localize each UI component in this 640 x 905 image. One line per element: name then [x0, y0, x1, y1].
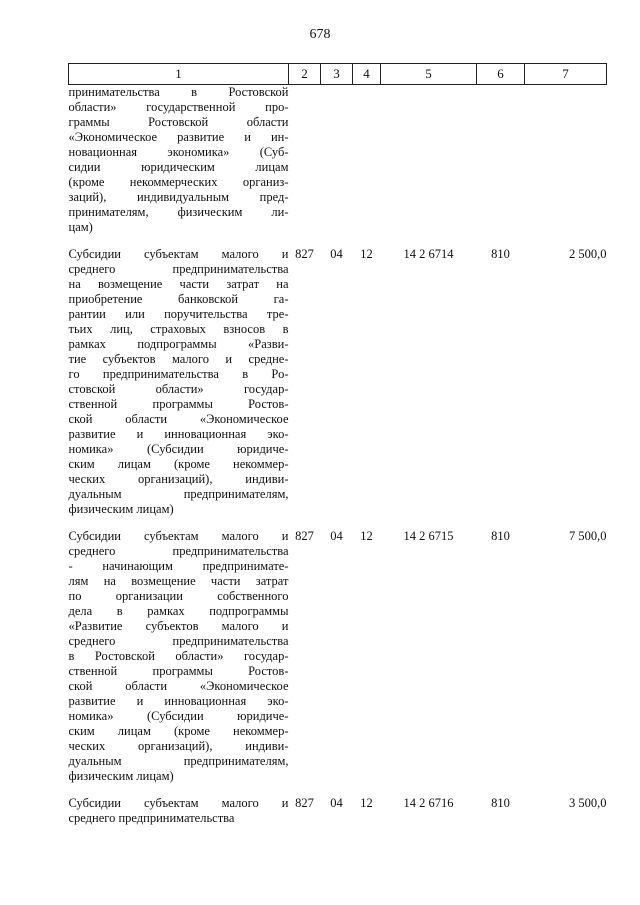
description-line: приобретение банковской га-: [68, 292, 289, 306]
description-line: среднего предпринимательства: [68, 262, 289, 276]
expense-type-code: 810: [491, 796, 510, 810]
amount: [525, 85, 607, 236]
description-line: лям на возмещение части затрат: [68, 574, 289, 588]
description-line: номика» (Субсидии юридиче-: [68, 709, 289, 723]
expense-type-code: [477, 85, 525, 236]
description-line: на возмещение части затрат на: [68, 277, 289, 291]
description-line: тьих лиц, страховых взносов в: [68, 322, 289, 336]
description-line: - начинающим предпринимате-: [68, 559, 289, 573]
column-header-5: 5: [381, 64, 477, 85]
description-line: го предпринимательства в Ро-: [68, 367, 289, 381]
description-line: Субсидии субъектам малого и: [68, 796, 289, 810]
description-line: «Экономическое развитие и ин-: [68, 130, 289, 144]
target-article-code: 14 2 6714: [403, 247, 454, 261]
description-line: ской области «Экономическое: [68, 412, 289, 426]
description-line: граммы Ростовской области: [68, 115, 289, 129]
description-line: дела в рамках подпрограммы: [68, 604, 289, 618]
target-article-code: [381, 85, 477, 236]
ministry-code: 827: [295, 247, 314, 261]
row-spacer: [69, 235, 607, 247]
row-spacer: [69, 517, 607, 529]
description-line: дуальным предпринимателям,: [68, 754, 289, 768]
description-line: среднего предпринимательства: [68, 634, 289, 648]
column-header-2: 2: [289, 64, 321, 85]
page-number: 678: [309, 27, 331, 42]
description-line: по организации собственного: [68, 589, 289, 603]
amount: 7 500,0: [569, 529, 607, 543]
subsection-code: 12: [360, 247, 373, 261]
row-spacer: [69, 784, 607, 796]
column-header-3: 3: [321, 64, 353, 85]
table-body: [69, 85, 607, 827]
description-line: новационная экономика» (Суб-: [68, 145, 289, 159]
row-spacer-cell: [69, 784, 607, 796]
budget-table: [68, 63, 607, 826]
expense-type-code: 810: [491, 529, 510, 543]
description-line: физическим лицам): [68, 502, 174, 516]
description-line: ственной программы Ростов-: [68, 664, 289, 678]
description-line: среднего предпринимательства: [68, 811, 235, 825]
description-line: физическим лицам): [68, 769, 174, 783]
target-article-code: 14 2 6716: [403, 796, 454, 810]
header-row: [69, 64, 607, 85]
description-line: (кроме некоммерческих организ-: [68, 175, 289, 189]
ministry-code: 827: [295, 796, 314, 810]
description-line: номика» (Субсидии юридиче-: [68, 442, 289, 456]
description-line: ским лицам (кроме некоммер-: [68, 457, 289, 471]
description-line: развитие и инновационная эко-: [68, 694, 289, 708]
subsection-code: [353, 85, 381, 236]
description-line: ственной программы Ростов-: [68, 397, 289, 411]
row-description: [69, 796, 289, 826]
description-line: Субсидии субъектам малого и: [68, 529, 289, 543]
row-description: [69, 85, 289, 236]
amount: 3 500,0: [569, 796, 607, 810]
description-line: рамках подпрограммы «Разви-: [68, 337, 289, 351]
amount: 2 500,0: [569, 247, 607, 261]
expense-type-code: 810: [491, 247, 510, 261]
section-code: [321, 85, 353, 236]
row-description: [69, 247, 289, 517]
section-code: 04: [330, 247, 343, 261]
table-row: [69, 247, 607, 517]
description-line: цам): [68, 220, 93, 234]
subsection-code: 12: [360, 529, 373, 543]
description-line: Субсидии субъектам малого и: [68, 247, 289, 261]
description-line: заций), индивидуальным пред-: [68, 190, 289, 204]
description-line: тие субъектов малого и средне-: [68, 352, 289, 366]
row-description: [69, 529, 289, 784]
description-line: ческих организаций), индиви-: [68, 472, 289, 486]
column-header-6: 6: [477, 64, 525, 85]
description-line: стовской области» государ-: [68, 382, 289, 396]
table-row: [69, 796, 607, 826]
row-spacer-cell: [69, 235, 607, 247]
section-code: 04: [330, 529, 343, 543]
row-spacer-cell: [69, 517, 607, 529]
subsection-code: 12: [360, 796, 373, 810]
section-code: 04: [330, 796, 343, 810]
description-line: среднего предпринимательства: [68, 544, 289, 558]
description-line: области» государственной про-: [68, 100, 289, 114]
column-header-7: 7: [525, 64, 607, 85]
description-line: принимателям, физическим ли-: [68, 205, 289, 219]
description-line: ской области «Экономическое: [68, 679, 289, 693]
description-line: принимательства в Ростовской: [68, 85, 289, 99]
description-line: сидии юридическим лицам: [68, 160, 289, 174]
description-line: в Ростовской области» государ-: [68, 649, 289, 663]
description-line: «Развитие субъектов малого и: [68, 619, 289, 633]
column-header-1: 1: [69, 64, 289, 85]
ministry-code: 827: [295, 529, 314, 543]
table-row: [69, 85, 607, 236]
target-article-code: 14 2 6715: [403, 529, 454, 543]
description-line: дуальным предпринимателям,: [68, 487, 289, 501]
description-line: ским лицам (кроме некоммер-: [68, 724, 289, 738]
column-header-4: 4: [353, 64, 381, 85]
table-row: [69, 529, 607, 784]
description-line: рантии или поручительства тре-: [68, 307, 289, 321]
description-line: ческих организаций), индиви-: [68, 739, 289, 753]
ministry-code: [289, 85, 321, 236]
description-line: развитие и инновационная эко-: [68, 427, 289, 441]
